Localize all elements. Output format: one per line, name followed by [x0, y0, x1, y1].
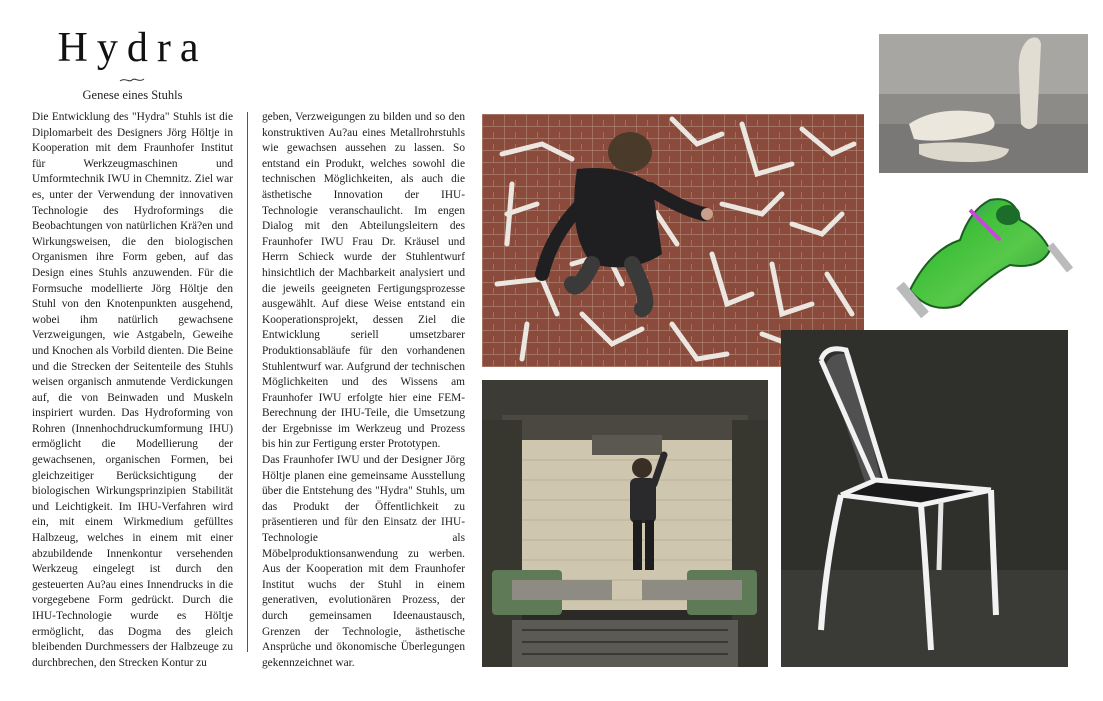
article-column-1 — [32, 110, 233, 671]
fem-simulation-render — [890, 180, 1087, 320]
photo-hydra-chair — [781, 330, 1068, 667]
page-subtitle: Genese eines Stuhls — [82, 88, 183, 102]
photo-bones — [879, 34, 1088, 173]
title-ornament — [119, 76, 145, 84]
article-column-2 — [262, 110, 465, 671]
column-divider — [247, 112, 248, 652]
article-text-2: geben, Verzweigungen zu bilden und so den konstruktiven Au?au eines Metallrohrstuhls wie gewachsen aussehen zu lassen. So entstand ein Produkt, welches sowohl die technischen Möglichkeiten, als auch die ästhetische Innovation der IHU- Technologie veranschaulicht. Im engen Dialog mit den Abteilungsleitern des Fraunhofer IWU Frau Dr. Kräusel und Herrn Schieck wurde der Stuhlentwurf hinsichtlich der Machbarkeit analysiert und die jeweils geeigneten Fertigungsprozesse ausgewählt. Auf diese Weise entstand ein Kooperationsprojekt, dessen Ziel die Entwicklung seriell umsetzbarer Produktionsabläufe für den vorhandenen Stuhlentwurf war. Aufgrund der technischen Möglichkeiten und des Wissens am Fraunhofer IWU erfolgte hier eine FEM-Berechnung der IHU-Teile, die Umsetzung der Ergebnisse im Werkzeug und Prozess bis hin zur Fertigung erster Prototypen. — [262, 111, 465, 451]
photo-hydroforming-press — [482, 380, 768, 667]
article-text-3: Das Fraunhofer IWU und der Designer Jörg Höltje planen eine gemeinsame Ausstellung über die Entstehung des "Hydra" Stuhls, um das Produkt der Öffentlichkeit zu präsentieren und für den Einsatz der IHU-Technologie als Möbelproduktionsanwendung zu werben. Aus der Kooperation mit dem Fraunhofer Institut wuchs der Stuhl in einem generativen, evolutionären Prozess, der durch gemeinsamen Ideenaustausch, Grenzen der Technologie, ästhetische Ansprüche und ökonomische Überlegungen gekennzeichnet war. — [262, 454, 465, 669]
article-text-1: Die Entwicklung des "Hydra" Stuhls ist die Diplomarbeit des Designers Jörg Höltje in Kooperation mit dem Fraunhofer Institut für Werkzeugmaschinen und Umformtechnik IWU in Chemnitz. Ziel war es, unter der Verwendung der innovativen Technologie des Hydroformings die Beobachtungen von natürlichen Krä?en und Wirkungsweisen, die den biologischen Organismen ihre Form geben, auf das Design eines Stuhls anzuwenden. Für die Formsuche modellierte Jörg Höltje den Stuhl von den Knotenpunkten ausgehend, wobei ihm natürlich gewachsene Verzweigungen, wie Astgabeln, Geweihe und Knochen als Vorbild dienten. Die Beine und die Strecken der Seitenteile des Stuhls weisen organisch anmutende Verdickungen auf, die von Beinwaden und Muskeln inspiriert wurden. Das Hydroforming von Rohren (Innenhochdruckumformung IHU) ermöglicht die Modellierung der gewachsenen, organischen Formen, bei gleichzeitiger Berücksichtigung der biologischen Wirkungsprinzipien Stabilität und Leichtigkeit. Im IHU-Verfahren wird ein, mit einem Wirkmedium gefülltes Halbzeug, welches in einem mit einer abzubildende Innenkontur versehenden Werkzeug eingelegt ist durch den gesteuerten Au?au eines Innendrucks in die vorgegebene Form gedrückt. Durch die IHU-Technologie wurde es Höltje ermöglicht, das Dogma des gleich bleibenden Durchmessers der Halbzeuge zu durchbrechen, den Strecken Kontur zu — [32, 111, 233, 669]
page-title: Hydra — [57, 25, 208, 71]
